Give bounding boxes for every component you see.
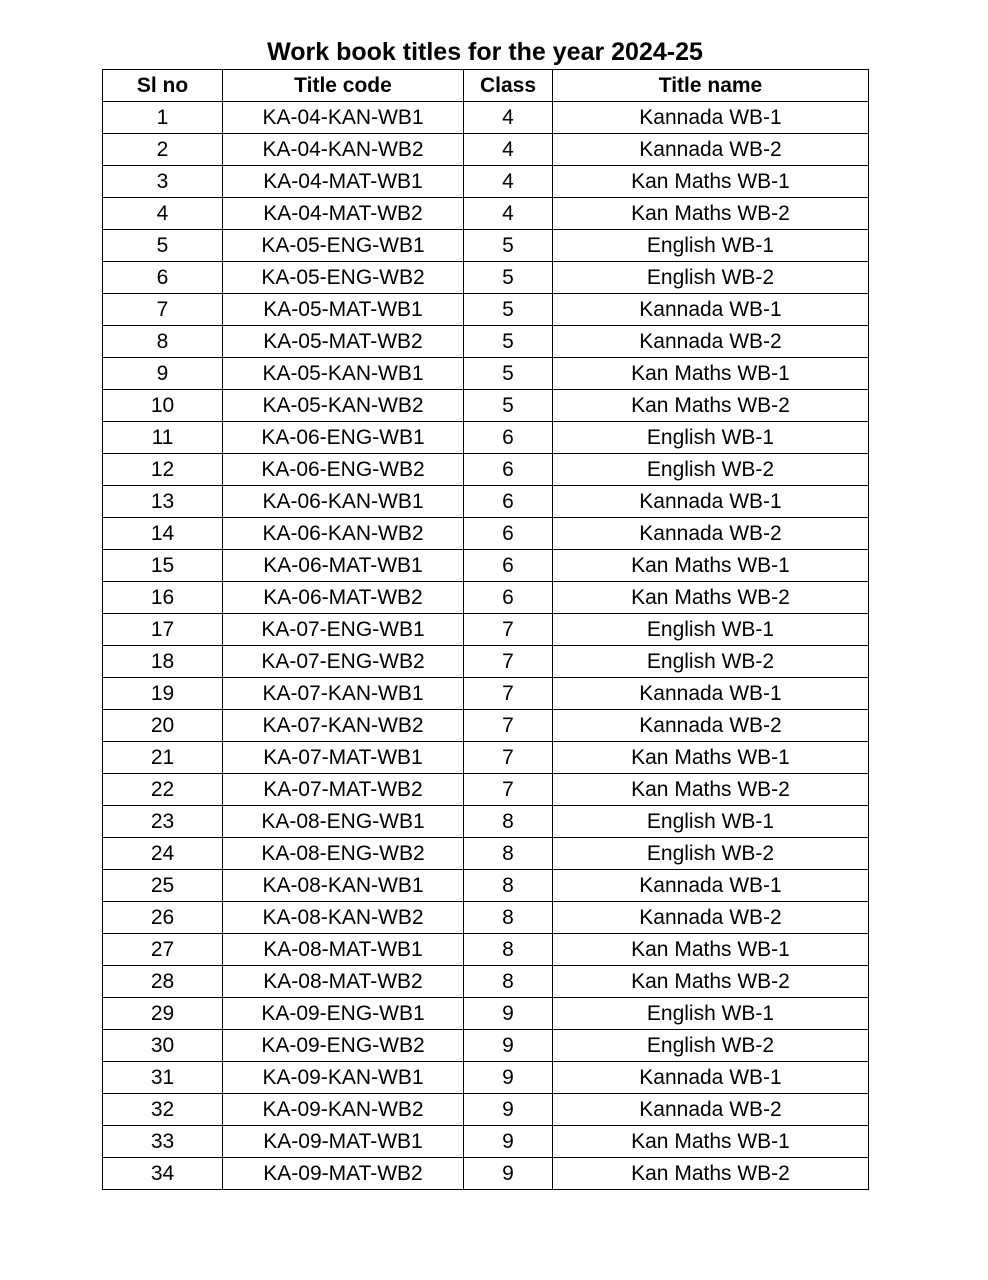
table-row (103, 966, 869, 998)
cell-title-name: English WB-2 (553, 454, 869, 486)
cell-title-name: Kan Maths WB-1 (553, 1126, 869, 1158)
cell-title-name: Kannada WB-2 (553, 902, 869, 934)
table-body (103, 102, 869, 1190)
cell-class: 8 (464, 966, 553, 998)
cell-title-code: KA-05-ENG-WB2 (223, 262, 464, 294)
cell-sl-no: 15 (103, 550, 223, 582)
cell-class: 7 (464, 774, 553, 806)
header-class: Class (464, 70, 553, 102)
cell-title-code: KA-06-MAT-WB2 (223, 582, 464, 614)
cell-title-name: Kan Maths WB-2 (553, 774, 869, 806)
cell-class: 7 (464, 614, 553, 646)
table-row (103, 134, 869, 166)
cell-title-code: KA-07-MAT-WB1 (223, 742, 464, 774)
table-row (103, 518, 869, 550)
cell-title-code: KA-09-MAT-WB1 (223, 1126, 464, 1158)
cell-title-name: English WB-2 (553, 262, 869, 294)
cell-title-name: Kan Maths WB-1 (553, 742, 869, 774)
cell-title-name: English WB-1 (553, 614, 869, 646)
table-row (103, 646, 869, 678)
cell-sl-no: 21 (103, 742, 223, 774)
cell-sl-no: 7 (103, 294, 223, 326)
cell-title-code: KA-06-MAT-WB1 (223, 550, 464, 582)
cell-sl-no: 9 (103, 358, 223, 390)
cell-class: 8 (464, 870, 553, 902)
cell-sl-no: 1 (103, 102, 223, 134)
cell-sl-no: 2 (103, 134, 223, 166)
cell-title-code: KA-08-MAT-WB1 (223, 934, 464, 966)
cell-title-code: KA-08-KAN-WB2 (223, 902, 464, 934)
table-row (103, 326, 869, 358)
cell-sl-no: 8 (103, 326, 223, 358)
cell-class: 9 (464, 1030, 553, 1062)
cell-title-code: KA-05-ENG-WB1 (223, 230, 464, 262)
cell-title-code: KA-06-KAN-WB2 (223, 518, 464, 550)
cell-sl-no: 26 (103, 902, 223, 934)
cell-class: 6 (464, 454, 553, 486)
cell-class: 6 (464, 582, 553, 614)
cell-title-code: KA-07-ENG-WB1 (223, 614, 464, 646)
cell-class: 8 (464, 902, 553, 934)
cell-title-name: Kan Maths WB-2 (553, 198, 869, 230)
cell-title-name: Kan Maths WB-1 (553, 550, 869, 582)
cell-title-name: Kannada WB-1 (553, 1062, 869, 1094)
cell-title-name: Kannada WB-1 (553, 678, 869, 710)
cell-sl-no: 13 (103, 486, 223, 518)
cell-title-name: English WB-1 (553, 422, 869, 454)
cell-sl-no: 33 (103, 1126, 223, 1158)
cell-title-name: Kan Maths WB-2 (553, 1158, 869, 1190)
cell-title-name: Kan Maths WB-2 (553, 966, 869, 998)
table-row (103, 838, 869, 870)
header-row (103, 70, 869, 102)
cell-sl-no: 31 (103, 1062, 223, 1094)
cell-title-code: KA-05-KAN-WB2 (223, 390, 464, 422)
cell-sl-no: 30 (103, 1030, 223, 1062)
table-row (103, 710, 869, 742)
table-row (103, 550, 869, 582)
cell-title-name: English WB-1 (553, 806, 869, 838)
cell-title-name: Kan Maths WB-2 (553, 390, 869, 422)
cell-sl-no: 3 (103, 166, 223, 198)
cell-title-name: Kannada WB-1 (553, 486, 869, 518)
cell-title-code: KA-09-ENG-WB2 (223, 1030, 464, 1062)
cell-title-name: English WB-2 (553, 646, 869, 678)
cell-class: 4 (464, 166, 553, 198)
table-row (103, 390, 869, 422)
document-title: Work book titles for the year 2024-25 (267, 38, 703, 66)
table-row (103, 454, 869, 486)
table-header (103, 70, 869, 102)
cell-title-code: KA-04-MAT-WB2 (223, 198, 464, 230)
cell-class: 8 (464, 806, 553, 838)
cell-class: 5 (464, 326, 553, 358)
cell-title-code: KA-08-KAN-WB1 (223, 870, 464, 902)
cell-title-name: Kannada WB-2 (553, 518, 869, 550)
cell-title-name: Kan Maths WB-1 (553, 934, 869, 966)
cell-sl-no: 16 (103, 582, 223, 614)
table-row (103, 998, 869, 1030)
header-sl-no: Sl no (103, 70, 223, 102)
table-row (103, 1062, 869, 1094)
cell-class: 5 (464, 390, 553, 422)
cell-class: 7 (464, 710, 553, 742)
cell-sl-no: 11 (103, 422, 223, 454)
cell-class: 6 (464, 486, 553, 518)
table-row (103, 262, 869, 294)
cell-sl-no: 32 (103, 1094, 223, 1126)
cell-title-code: KA-06-KAN-WB1 (223, 486, 464, 518)
cell-title-name: English WB-2 (553, 838, 869, 870)
table-row (103, 358, 869, 390)
cell-class: 9 (464, 1062, 553, 1094)
cell-class: 5 (464, 294, 553, 326)
table-row (103, 230, 869, 262)
cell-title-name: Kannada WB-2 (553, 326, 869, 358)
cell-class: 9 (464, 1158, 553, 1190)
cell-sl-no: 27 (103, 934, 223, 966)
cell-sl-no: 12 (103, 454, 223, 486)
cell-sl-no: 22 (103, 774, 223, 806)
cell-sl-no: 25 (103, 870, 223, 902)
cell-title-name: English WB-1 (553, 998, 869, 1030)
cell-sl-no: 24 (103, 838, 223, 870)
cell-sl-no: 17 (103, 614, 223, 646)
cell-class: 9 (464, 1094, 553, 1126)
table-row (103, 806, 869, 838)
cell-title-code: KA-09-KAN-WB1 (223, 1062, 464, 1094)
cell-title-name: Kan Maths WB-1 (553, 166, 869, 198)
table-row (103, 422, 869, 454)
cell-title-name: Kan Maths WB-1 (553, 358, 869, 390)
cell-class: 6 (464, 550, 553, 582)
cell-class: 7 (464, 742, 553, 774)
cell-title-name: Kannada WB-2 (553, 1094, 869, 1126)
cell-sl-no: 28 (103, 966, 223, 998)
cell-title-code: KA-05-MAT-WB1 (223, 294, 464, 326)
cell-class: 9 (464, 998, 553, 1030)
table-row (103, 486, 869, 518)
table-row (103, 166, 869, 198)
cell-class: 4 (464, 198, 553, 230)
cell-class: 7 (464, 646, 553, 678)
table-row (103, 742, 869, 774)
table-row (103, 582, 869, 614)
table-row (103, 1030, 869, 1062)
cell-sl-no: 34 (103, 1158, 223, 1190)
cell-title-code: KA-05-MAT-WB2 (223, 326, 464, 358)
table-row (103, 774, 869, 806)
table-row (103, 870, 869, 902)
table-row (103, 102, 869, 134)
cell-title-code: KA-04-KAN-WB2 (223, 134, 464, 166)
table-row (103, 1126, 869, 1158)
cell-class: 7 (464, 678, 553, 710)
cell-title-code: KA-07-KAN-WB1 (223, 678, 464, 710)
cell-title-code: KA-04-MAT-WB1 (223, 166, 464, 198)
cell-title-code: KA-05-KAN-WB1 (223, 358, 464, 390)
cell-class: 4 (464, 102, 553, 134)
cell-sl-no: 19 (103, 678, 223, 710)
cell-sl-no: 14 (103, 518, 223, 550)
header-title-name: Title name (553, 70, 869, 102)
cell-class: 8 (464, 934, 553, 966)
table-row (103, 1158, 869, 1190)
cell-title-code: KA-08-ENG-WB2 (223, 838, 464, 870)
cell-class: 4 (464, 134, 553, 166)
cell-class: 6 (464, 422, 553, 454)
table-row (103, 1094, 869, 1126)
cell-sl-no: 5 (103, 230, 223, 262)
cell-sl-no: 18 (103, 646, 223, 678)
cell-title-code: KA-07-ENG-WB2 (223, 646, 464, 678)
cell-title-code: KA-09-MAT-WB2 (223, 1158, 464, 1190)
cell-title-code: KA-04-KAN-WB1 (223, 102, 464, 134)
cell-class: 5 (464, 262, 553, 294)
cell-sl-no: 4 (103, 198, 223, 230)
workbook-table (102, 69, 869, 1190)
cell-sl-no: 23 (103, 806, 223, 838)
table-row (103, 614, 869, 646)
cell-title-name: English WB-2 (553, 1030, 869, 1062)
table-row (103, 902, 869, 934)
cell-title-name: Kannada WB-2 (553, 134, 869, 166)
cell-class: 6 (464, 518, 553, 550)
cell-title-name: Kannada WB-2 (553, 710, 869, 742)
cell-title-name: English WB-1 (553, 230, 869, 262)
cell-title-code: KA-07-KAN-WB2 (223, 710, 464, 742)
cell-title-name: Kannada WB-1 (553, 102, 869, 134)
cell-title-code: KA-09-ENG-WB1 (223, 998, 464, 1030)
table-row (103, 198, 869, 230)
cell-title-code: KA-06-ENG-WB2 (223, 454, 464, 486)
cell-title-code: KA-09-KAN-WB2 (223, 1094, 464, 1126)
cell-title-code: KA-08-ENG-WB1 (223, 806, 464, 838)
cell-title-name: Kannada WB-1 (553, 870, 869, 902)
cell-class: 9 (464, 1126, 553, 1158)
table-row (103, 934, 869, 966)
cell-title-name: Kannada WB-1 (553, 294, 869, 326)
cell-title-code: KA-08-MAT-WB2 (223, 966, 464, 998)
header-title-code: Title code (223, 70, 464, 102)
cell-title-code: KA-06-ENG-WB1 (223, 422, 464, 454)
cell-sl-no: 6 (103, 262, 223, 294)
table-row (103, 294, 869, 326)
cell-class: 8 (464, 838, 553, 870)
cell-class: 5 (464, 230, 553, 262)
cell-sl-no: 10 (103, 390, 223, 422)
cell-sl-no: 29 (103, 998, 223, 1030)
cell-class: 5 (464, 358, 553, 390)
cell-sl-no: 20 (103, 710, 223, 742)
cell-title-code: KA-07-MAT-WB2 (223, 774, 464, 806)
cell-title-name: Kan Maths WB-2 (553, 582, 869, 614)
table-row (103, 678, 869, 710)
